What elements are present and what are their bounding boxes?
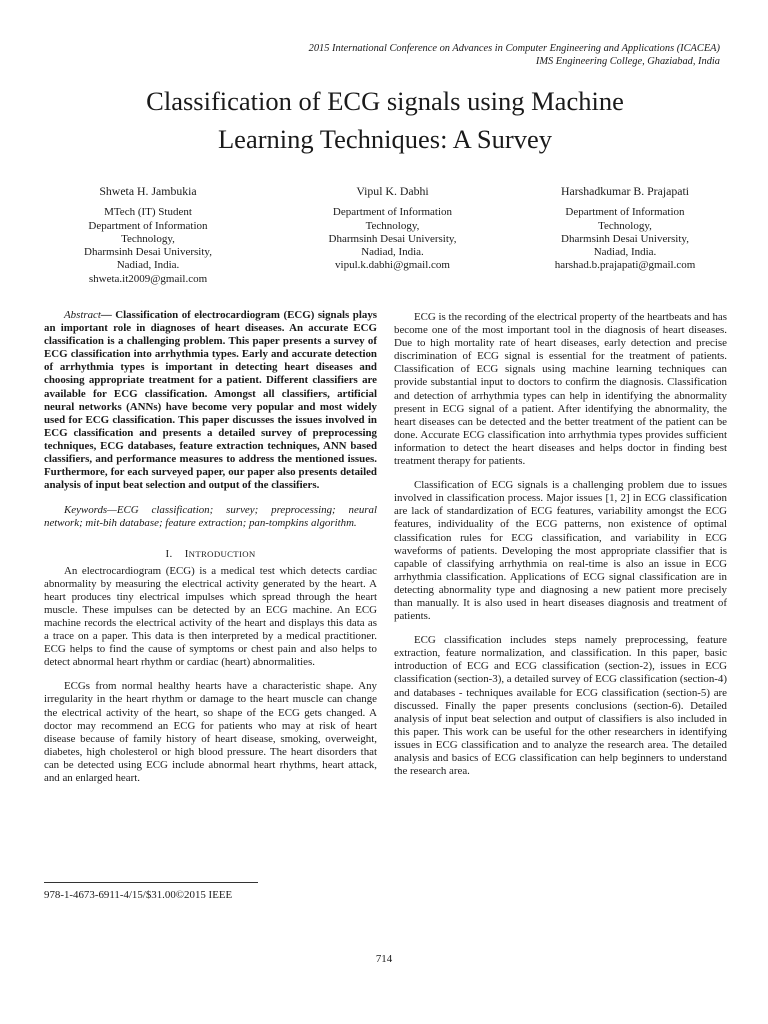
paper-title — [60, 82, 710, 158]
conference-header: 2015 International Conference on Advances in Computer Engineering and Applications (ICACEA) — [308, 43, 720, 54]
left-column — [44, 309, 377, 785]
author-affiliation: Technology, — [598, 219, 652, 232]
body-paragraph: Classification of ECG signals is a challenging problem due to issues involved in classification process. Major issues [1, 2] in ECG classification are lack of standardization of ECG features, variability amongst the ECG features, individuality of the ECG patterns, non existence of optimal classification rules for ECG classification, and variability in ECG waveforms of patients. Developing the most appropriate classifier that is capable of classifying arrhythmia on real-time is also an issue in ECG arrhythmia classification. Applications of ECG signal classification are in detecting abnormality type and diagnosing a new patient more precisely than manually. It is also used in heart diseases diagnosis and treatment of patients. — [394, 479, 727, 623]
author-block-2 — [305, 185, 480, 273]
page-number: 714 — [375, 953, 393, 965]
author-block-3 — [530, 185, 720, 273]
author-email: shweta.it2009@gmail.com — [88, 272, 208, 285]
author-affiliation: Nadiad, India. — [361, 246, 424, 259]
author-affiliation: Nadiad, India. — [116, 259, 180, 272]
author-affiliation: Dharmsinh Desai University, — [328, 232, 457, 245]
conference-venue: IMS Engineering College, Ghaziabad, India — [535, 56, 720, 67]
abstract-text: — Classification of electrocardiogram (ECG) signals plays an important role in diagnoses of heart diseases. An accurate ECG classification is a challenging problem. This paper presents a survey of ECG classification into arrhythmia types. Early and accurate detection of arrhythmia types is important in detecting heart diseases and choosing appropriate treatment for a patient. Different classifiers are available for ECG classification. Amongst all classifiers, artificial neural networks (ANNs) have become very popular and most widely used for ECG classification. This paper discusses the issues involved in ECG classification and presents a detailed survey of preprocessing techniques, ECG databases, feature extraction techniques, ANN based classifiers, and performance measures to address the mentioned issues. Furthermore, for each surveyed paper, our paper also presents detailed analysis of input beat selection and output of the classifiers. — [44, 309, 377, 492]
author-affiliation: Technology, — [365, 219, 420, 232]
copyright-footnote: 978-1-4673-6911-4/15/$31.00©2015 IEEE — [44, 889, 233, 901]
section-heading-introduction — [44, 548, 377, 561]
body-paragraph: ECG is the recording of the electrical property of the heartbeats and has become one of the most important tool in the diagnosis of heart diseases. Due to high mortality rate of heart diseases, early detection and precise discrimination of ECG signal is essential for the treatment of patients. Classification of ECG signals using machine learning techniques can provide substantial input to doctors to confirm the diagnosis. Classification and detection of arrhythmia types can help in identifying the abnormality present in ECG signal of a patient. After identifying the abnormality, the heart diseases can be detected and the better treatment of the patient can be done. Accurate ECG classification into arrhythmia types provides sufficient information to detect the heart diseases and helps doctor in finding best treatment therapy for patients. — [394, 311, 727, 468]
section-title-initial: I — [184, 547, 189, 560]
author-name: Shweta H. Jambukia — [99, 184, 197, 198]
author-email: harshad.b.prajapati@gmail.com — [554, 259, 696, 272]
author-affiliation: Department of Information — [88, 219, 208, 232]
title-line-1: Classification of ECG signals using Machine — [146, 86, 624, 116]
title-line-2: Learning Techniques: A Survey — [218, 124, 552, 154]
abstract — [44, 309, 377, 492]
section-title-rest: NTRODUCTION — [188, 548, 256, 559]
author-affiliation: Dharmsinh Desai University, — [84, 246, 212, 259]
author-affiliation: Dharmsinh Desai University, — [561, 232, 689, 245]
intro-paragraph: ECGs from normal healthy hearts have a characteristic shape. Any irregularity in the heart rhythm or damage to the heart muscle can change the electrical activity of the heart, so shape of the ECG gets changed. A doctor may recommend an ECG for patients who may at risk of heart disease because of family history of heart disease, smoking, overweight, diabetes, high cholesterol or high blood pressure. The heart disorders that can be detected using ECG include abnormal heart rhythms, heart attack, and an enlarged heart. — [44, 680, 377, 784]
author-name: Harshadkumar B. Prajapati — [560, 184, 690, 198]
keywords: Keywords—ECG classification; survey; preprocessing; neural network; mit-bih database; feature extraction; pan-tompkins algorithm. — [44, 504, 377, 530]
author-block-1 — [60, 185, 236, 286]
abstract-label: Abstract — [64, 309, 101, 321]
author-affiliation: Nadiad, India. — [593, 246, 657, 259]
intro-paragraph: An electrocardiogram (ECG) is a medical test which detects cardiac abnormality by measuring the electrical activity generated by the heart. A heart produces tiny electrical impulses which spread through the heart muscle. These impulses can be detected by an ECG machine. An ECG machine records the electrical activity of the heart and displays this data as a trace on a paper. This data is then interpreted by a medical practitioner. ECG helps to find the cause of symptoms or chest pain and also helps to detect abnormal heart rhythm or cardiac (heart) abnormalities. — [44, 564, 377, 669]
author-affiliation: Department of Information — [565, 206, 685, 219]
body-paragraph: ECG classification includes steps namely preprocessing, feature extraction, feature normalization, and classification. In this paper, basic introduction of ECG and ECG classification (section-2), issues in ECG classification (section-3), a detailed survey of ECG classification (section-4) and databases - techniques available for ECG classification (section-5) are discussed. Finally the paper presents conclusions (section-6). Detailed analysis of input beat selection and output of classifiers is also included in this paper. This work can be useful for the other researchers in identifying issues in ECG classification and to analyze the research area. The detailed analysis and basics of ECG classification can help beginners to understand the research area. — [394, 634, 727, 778]
author-email: vipul.k.dabhi@gmail.com — [335, 259, 450, 272]
author-affiliation: MTech (IT) Student — [104, 206, 192, 219]
author-affiliation: Department of Information — [332, 206, 453, 219]
author-name: Vipul K. Dabhi — [356, 184, 429, 198]
right-column — [394, 311, 727, 778]
author-affiliation: Technology, — [121, 232, 175, 245]
section-number: I. — [165, 547, 173, 560]
footnote-rule — [44, 882, 258, 883]
